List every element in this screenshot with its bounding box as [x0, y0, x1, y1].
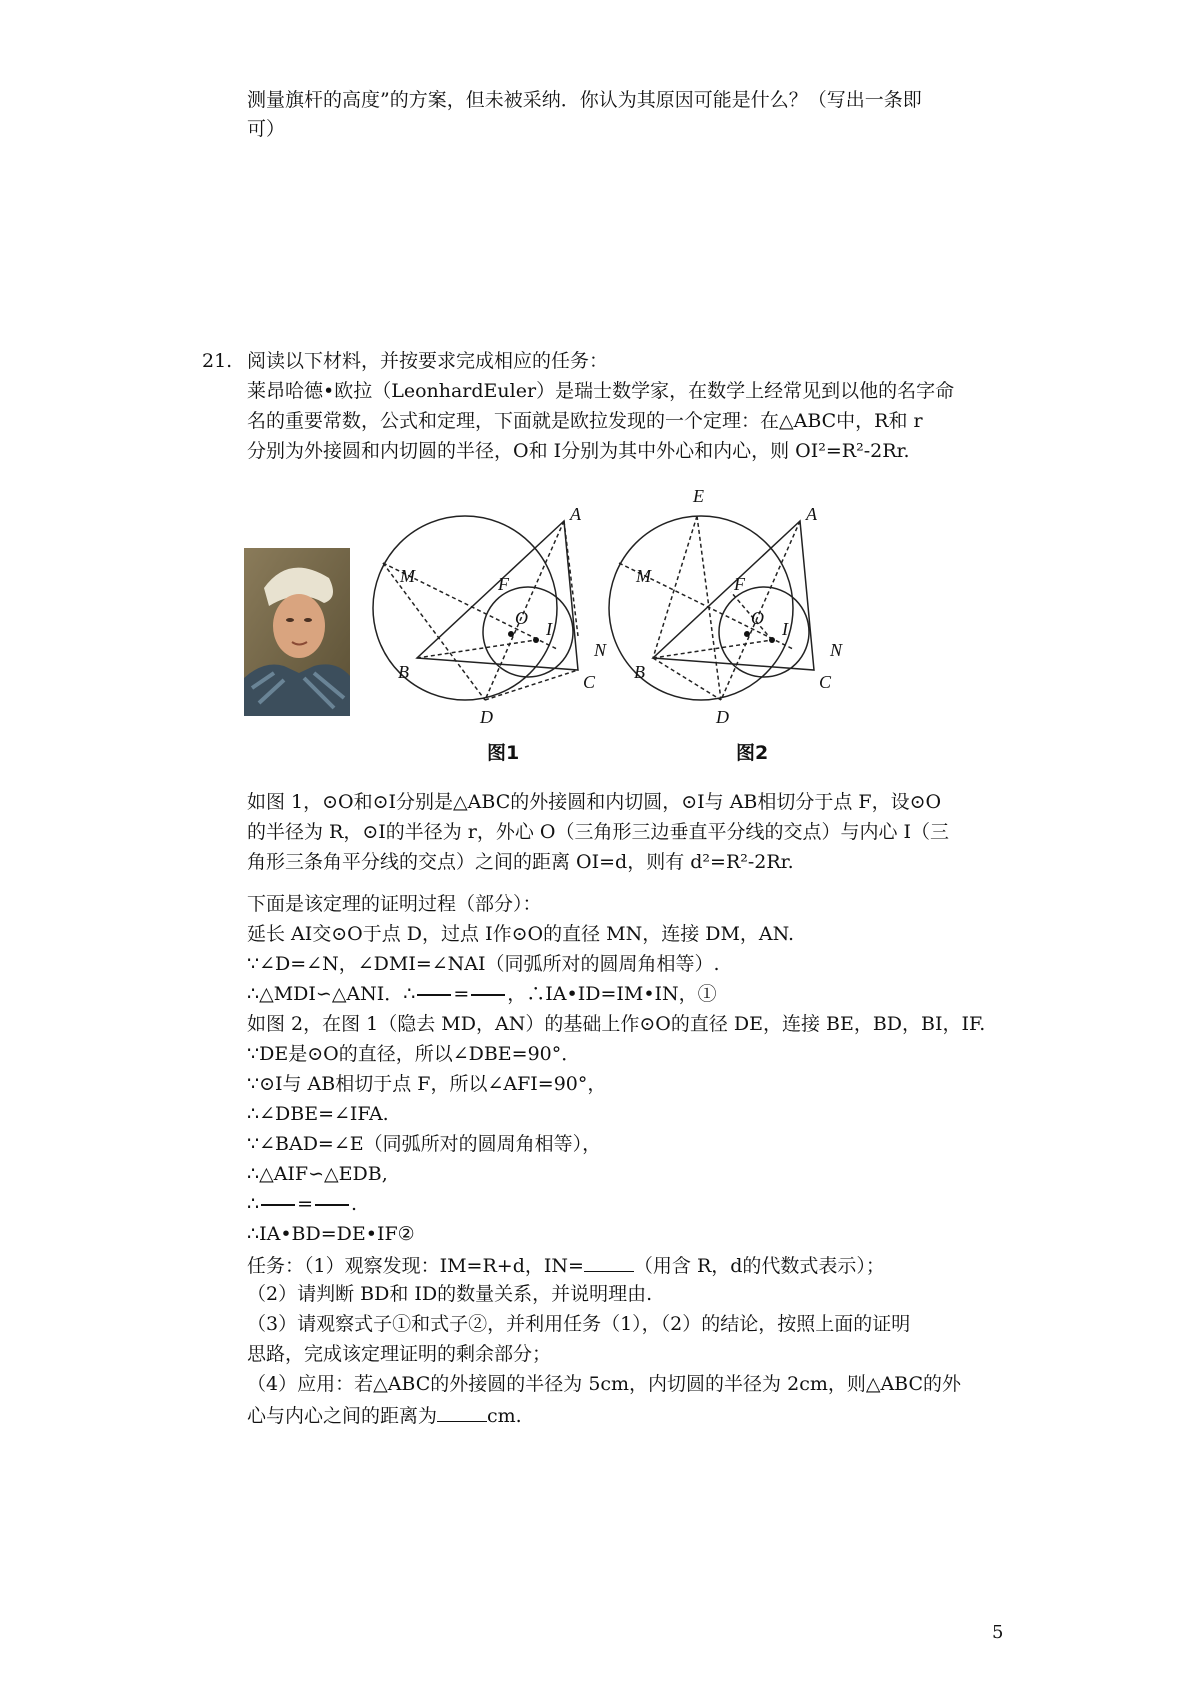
fig1-caption: 图1 [487, 742, 520, 764]
fig2-caption: 图2 [736, 742, 769, 764]
answer-blank-in[interactable] [584, 1253, 634, 1272]
fig1-point-i [533, 637, 539, 643]
fig1-label-d: D [480, 707, 493, 727]
task-3-line-1: （3）请观察式子①和式子②，并利用任务（1），（2）的结论，按照上面的证明 [247, 1313, 911, 1335]
fraction-bar [261, 1204, 295, 1206]
fig1-line-bi [417, 640, 536, 658]
fig2-point-i [769, 637, 775, 643]
proof-line-1: 如图 1，⊙O和⊙I分别是△ABC的外接圆和内切圆，⊙I与 AB相切分于点 F，设⊙O [247, 791, 942, 813]
fig2-label-i: I [782, 619, 788, 639]
task-1 [247, 1253, 885, 1277]
page-number: 5 [992, 1622, 1004, 1643]
proof-line-7-start: ∴△MDI∽△ANI．∴ [247, 983, 416, 1005]
proof-line-12: ∵∠BAD=∠E（同弧所对的圆周角相等）， [247, 1133, 602, 1155]
fig2-line-bi [653, 640, 772, 658]
fig2-label-a: A [806, 504, 817, 524]
intro-line-2: 可） [247, 118, 286, 140]
task-4-start: 心与内心之间的距离为 [247, 1405, 438, 1427]
fig2-label-c: C [819, 672, 832, 692]
proof-line-11: ∴∠DBE=∠IFA. [247, 1103, 389, 1125]
fig1-label-o: O [515, 608, 528, 628]
fig2-label-m: M [636, 566, 651, 586]
fig1-label-a: A [570, 504, 581, 524]
fig2-point-o [744, 631, 750, 637]
fig1-label-f: F [498, 574, 509, 594]
fraction-bar [471, 994, 505, 996]
task-3-line-2: 思路，完成该定理证明的剩余部分； [247, 1343, 552, 1365]
proof-line-4: 下面是该定理的证明过程（部分）： [247, 893, 542, 915]
task-4-line-1: （4）应用：若△ABC的外接圆的半径为 5cm，内切圆的半径为 2cm，则△ABC的外 [247, 1373, 962, 1395]
question-heading: 阅读以下材料，并按要求完成相应的任务： [247, 350, 609, 372]
proof-line-3: 角形三条角平分线的交点）之间的距离 OI=d，则有 d²=R²-2Rr. [247, 851, 794, 873]
material-line-2: 名的重要常数，公式和定理，下面就是欧拉发现的一个定理：在△ABC中，R和 r [247, 410, 923, 432]
proof-line-9: ∵DE是⊙O的直径，所以∠DBE=90°． [247, 1043, 581, 1065]
fraction-bar [417, 994, 451, 996]
fig1-label-n: N [594, 640, 607, 660]
proof-line-10: ∵⊙I与 AB相切于点 F，所以∠AFI=90°， [247, 1073, 607, 1095]
fig1-line-dc [485, 670, 578, 700]
fig1-point-o [508, 631, 514, 637]
proof-line-6: ∵∠D=∠N，∠DMI=∠NAI（同弧所对的圆周角相等）. [247, 953, 720, 975]
answer-blank-distance[interactable] [437, 1403, 487, 1422]
fig1-label-m: M [400, 566, 415, 586]
task-1-start: 任务：（1）观察发现：IM=R+d，IN= [247, 1255, 584, 1277]
fig2-label-d: D [716, 707, 729, 727]
fig1-label-i: I [546, 619, 552, 639]
fig2-label-o: O [751, 608, 764, 628]
task-1-end: （用含 R，d的代数式表示）； [633, 1255, 885, 1277]
fig1-label-c: C [583, 672, 596, 692]
fig1-label-b: B [398, 662, 409, 682]
proof-line-7-end: ，∴IA•ID=IM•IN，① [507, 983, 717, 1005]
proof-line-14-start: ∴ [247, 1193, 260, 1215]
proof-line-2: 的半径为 R，⊙I的半径为 r，外心 O（三角形三边垂直平分线的交点）与内心 I（三 [247, 821, 950, 843]
proof-line-14: ∴ = . [247, 1193, 358, 1215]
question-number: 21. [202, 350, 233, 372]
fig2-label-e: E [693, 486, 704, 506]
material-line-1: 莱昂哈德•欧拉（LeonhardEuler）是瑞士数学家，在数学上经常见到以他的名字命 [247, 380, 955, 402]
task-4-line-2 [247, 1403, 522, 1427]
task-4-end: cm. [487, 1405, 522, 1427]
task-2: （2）请判断 BD和 ID的数量关系，并说明理由. [247, 1283, 653, 1305]
figures [240, 486, 843, 727]
fig2-label-b: B [634, 662, 645, 682]
material-line-3: 分别为外接圆和内切圆的半径，O和 I分别为其中外心和内心，则 OI²=R²-2Rr. [247, 440, 910, 462]
fraction-bar [315, 1204, 349, 1206]
proof-line-15: ∴IA•BD=DE•IF② [247, 1223, 415, 1245]
fig2-line-bd [653, 658, 721, 700]
proof-line-8: 如图 2，在图 1（隐去 MD，AN）的基础上作⊙O的直径 DE，连接 BE，BD，BI，IF. [247, 1013, 986, 1035]
proof-line-7: ∴△MDI∽△ANI．∴ = ，∴IA•ID=IM•IN，① [247, 983, 717, 1005]
proof-line-5: 延长 AI交⊙O于点 D，过点 I作⊙O的直径 MN，连接 DM，AN. [247, 923, 795, 945]
fig2-label-f: F [734, 574, 745, 594]
fig2-label-n: N [830, 640, 843, 660]
intro-line-1: 测量旗杆的高度”的方案，但未被采纳．你认为其原因可能是什么？（写出一条即 [247, 89, 922, 111]
proof-line-13: ∴△AIF∽△EDB, [247, 1163, 388, 1185]
